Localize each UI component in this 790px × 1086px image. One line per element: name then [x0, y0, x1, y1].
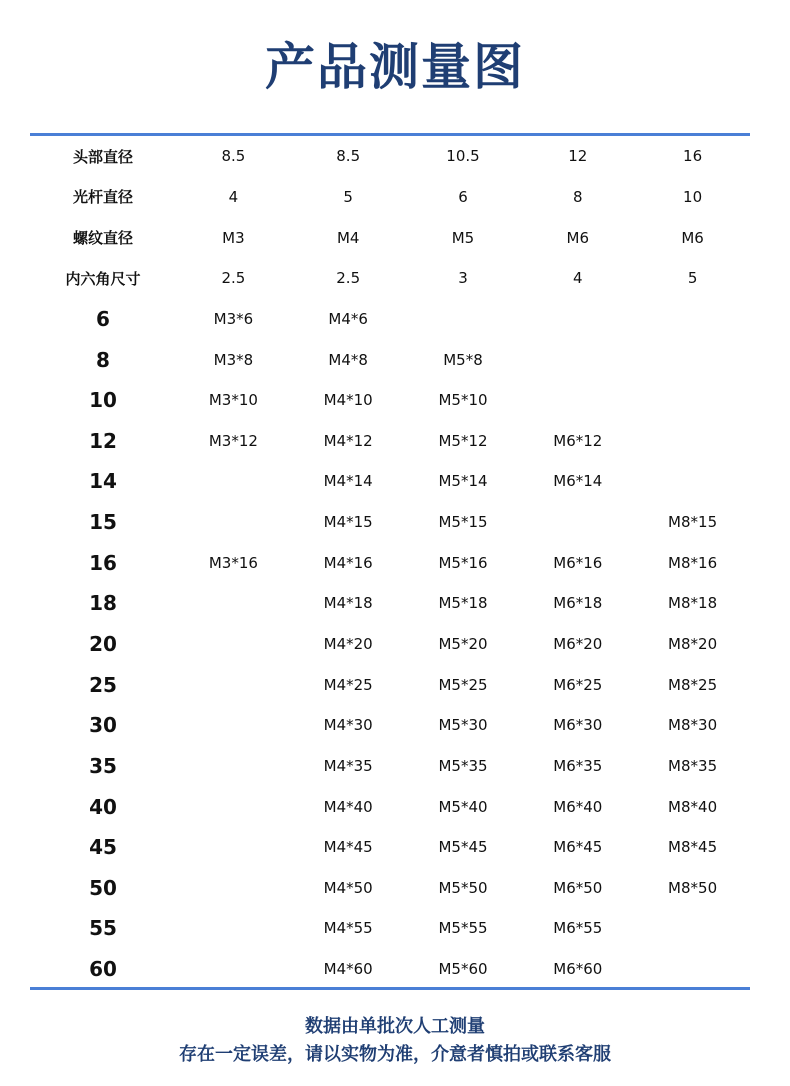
size-cell: M5*50	[438, 878, 488, 897]
length-label: 60	[89, 957, 117, 982]
size-cell	[520, 380, 635, 421]
size-cell: M5*30	[438, 716, 488, 735]
size-cell: M4*35	[323, 756, 373, 775]
size-cell	[176, 664, 291, 705]
spec-row	[30, 177, 750, 218]
length-row	[30, 664, 750, 705]
spec-value-cell: M5	[451, 228, 475, 247]
size-cell: M8*45	[668, 838, 718, 857]
size-cell: M6*20	[553, 635, 603, 653]
footer-note-line2: 存在一定误差，请以实物为准，介意者慎拍或联系客服	[179, 1044, 611, 1065]
spec-value-cell: 2.5	[221, 269, 246, 288]
length-label: 45	[89, 835, 117, 860]
spec-value-cell: 2.5	[336, 269, 361, 288]
size-cell	[635, 299, 750, 340]
size-cell: M3*10	[208, 391, 258, 410]
size-cell	[176, 827, 291, 868]
length-row	[30, 908, 750, 949]
size-cell: M8*50	[668, 878, 718, 897]
length-row	[30, 583, 750, 624]
size-cell	[176, 908, 291, 949]
size-cell: M8*18	[668, 594, 718, 613]
size-cell: M6*40	[553, 797, 603, 816]
size-cell: M8*20	[668, 635, 718, 653]
spec-label: 光杆直径	[72, 188, 133, 207]
size-cell	[176, 786, 291, 827]
size-cell	[176, 624, 291, 665]
spec-row	[30, 136, 750, 177]
size-cell	[176, 868, 291, 909]
length-label: 12	[89, 428, 117, 453]
size-cell	[635, 461, 750, 502]
length-label: 6	[96, 306, 110, 331]
size-cell	[635, 908, 750, 949]
size-cell: M4*10	[323, 391, 373, 410]
size-cell: M8*35	[668, 756, 718, 775]
size-cell: M5*14	[438, 472, 488, 491]
spec-row	[30, 258, 750, 299]
measurement-table-body	[30, 136, 750, 989]
spec-value-cell: 3	[458, 269, 468, 288]
size-cell: M4*55	[323, 919, 373, 938]
length-row	[30, 705, 750, 746]
size-cell: M5*15	[438, 513, 488, 532]
size-cell: M6*55	[553, 919, 603, 938]
size-cell: M4*40	[323, 797, 373, 816]
spec-value-cell: 12	[568, 147, 588, 166]
size-cell: M6*14	[553, 472, 603, 491]
length-row	[30, 502, 750, 543]
size-cell	[176, 746, 291, 787]
length-row	[30, 624, 750, 665]
spec-value-cell: 6	[458, 187, 468, 206]
size-cell	[176, 949, 291, 990]
size-cell	[176, 502, 291, 543]
size-cell: M5*25	[438, 675, 488, 694]
size-cell: M8*25	[668, 675, 718, 694]
length-label: 10	[89, 388, 117, 413]
length-label: 50	[89, 875, 117, 900]
length-label: 25	[89, 672, 117, 697]
size-cell: M6*30	[553, 716, 603, 735]
length-label: 15	[89, 510, 117, 535]
spec-value-cell: 16	[683, 147, 703, 166]
spec-value-cell: 4	[573, 269, 583, 288]
length-row	[30, 299, 750, 340]
size-cell: M4*30	[323, 716, 373, 735]
size-cell: M4*18	[323, 594, 373, 613]
spec-label: 头部直径	[72, 147, 133, 166]
size-cell: M6*60	[553, 960, 603, 979]
size-cell: M5*55	[438, 919, 488, 938]
spec-value-cell: M4	[336, 228, 360, 247]
spec-value-cell: 8	[573, 187, 583, 206]
spec-value-cell: M6	[681, 228, 704, 247]
size-cell: M4*8	[328, 350, 368, 369]
size-cell: M6*18	[553, 594, 603, 613]
page-title: 产品测量图	[265, 38, 525, 96]
size-cell	[635, 339, 750, 380]
length-label: 16	[89, 550, 117, 575]
length-row	[30, 786, 750, 827]
measurement-table	[30, 136, 750, 989]
size-cell: M4*25	[323, 675, 373, 694]
spec-value-cell: 8.5	[221, 147, 246, 166]
length-row	[30, 420, 750, 461]
length-row	[30, 339, 750, 380]
length-label: 14	[89, 469, 117, 494]
size-cell: M4*16	[323, 553, 373, 572]
length-label: 35	[89, 753, 117, 778]
size-cell	[635, 949, 750, 990]
size-cell	[176, 583, 291, 624]
spec-value-cell: 4	[228, 187, 239, 206]
size-cell: M5*16	[438, 553, 488, 572]
size-cell: M6*25	[553, 675, 603, 694]
spec-row	[30, 217, 750, 258]
length-label: 18	[89, 591, 117, 616]
length-label: 20	[89, 632, 117, 656]
size-cell: M5*40	[438, 797, 488, 816]
size-cell	[520, 339, 635, 380]
length-label: 30	[89, 713, 117, 738]
size-cell: M4*60	[323, 960, 373, 979]
size-cell: M3*8	[213, 350, 254, 369]
size-cell: M4*6	[328, 309, 368, 328]
spec-value-cell: 10	[683, 187, 703, 206]
size-cell: M6*45	[553, 838, 603, 857]
size-cell: M4*12	[323, 431, 373, 450]
size-cell: M5*12	[438, 431, 488, 450]
length-row	[30, 461, 750, 502]
size-cell	[176, 461, 291, 502]
spec-value-cell: 10.5	[446, 147, 480, 166]
length-row	[30, 380, 750, 421]
spec-label: 螺纹直径	[72, 229, 133, 248]
bottom-divider	[30, 987, 750, 990]
spec-value-cell: 8.5	[336, 147, 361, 166]
size-cell: M4*15	[323, 513, 373, 532]
size-cell: M4*50	[323, 878, 373, 897]
size-cell: M6*50	[553, 878, 603, 897]
size-cell	[176, 705, 291, 746]
size-cell	[520, 299, 635, 340]
size-cell: M5*18	[438, 594, 488, 613]
size-cell: M3*12	[208, 431, 258, 450]
size-cell: M3*16	[208, 553, 258, 572]
length-row	[30, 542, 750, 583]
size-cell: M8*15	[668, 513, 718, 532]
size-cell: M4*45	[323, 838, 373, 857]
size-cell: M5*20	[438, 635, 488, 653]
footer-note-line1: 数据由单批次人工测量	[305, 1016, 485, 1037]
spec-value-cell: 5	[343, 187, 353, 206]
length-row	[30, 868, 750, 909]
size-cell	[520, 502, 635, 543]
length-label: 8	[96, 347, 110, 372]
size-cell: M6*12	[553, 431, 603, 450]
size-cell: M8*30	[668, 716, 718, 735]
length-label: 40	[89, 794, 117, 819]
spec-value-cell: M6	[566, 228, 590, 247]
size-cell	[406, 299, 521, 340]
size-cell: M5*8	[443, 350, 483, 369]
length-row	[30, 949, 750, 990]
size-cell	[635, 380, 750, 421]
size-cell: M3*6	[213, 309, 254, 328]
size-cell: M5*45	[438, 838, 488, 857]
length-label: 55	[89, 916, 117, 941]
size-cell: M6*16	[553, 553, 603, 572]
size-cell	[635, 420, 750, 461]
size-cell: M5*60	[438, 960, 488, 979]
length-row	[30, 827, 750, 868]
size-cell: M8*16	[668, 553, 718, 572]
size-cell: M5*35	[438, 756, 488, 775]
size-cell: M8*40	[668, 797, 718, 816]
spec-value-cell: M3	[222, 228, 245, 247]
size-cell: M6*35	[553, 756, 603, 775]
size-cell: M4*14	[323, 472, 373, 491]
length-row	[30, 746, 750, 787]
spec-value-cell: 5	[687, 269, 698, 288]
size-cell: M5*10	[438, 391, 488, 410]
spec-label: 内六角尺寸	[65, 269, 141, 288]
size-cell: M4*20	[323, 635, 373, 653]
